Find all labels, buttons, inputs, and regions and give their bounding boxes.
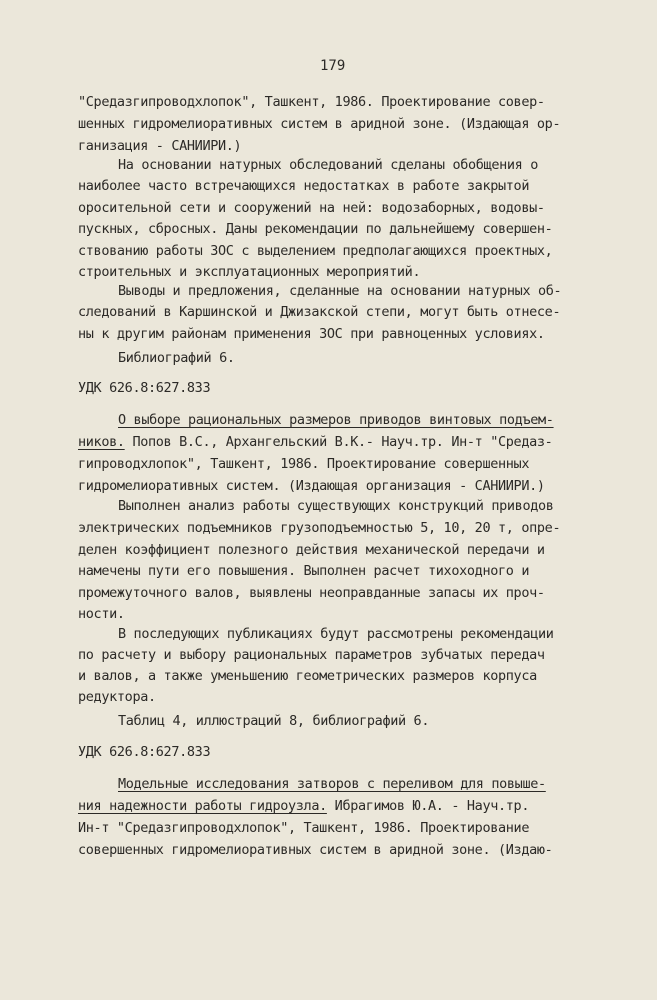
entry2-recommendation-line: редуктора. — [78, 689, 156, 705]
entry1-bibliography: Библиографий 6. — [118, 350, 235, 366]
entry1-conclusion-line: следований в Каршинской и Джизакской степи, могут быть отнесе- — [78, 304, 561, 320]
entry3-title: Модельные исследования затворов с переливом для повыше- — [118, 776, 546, 792]
entry2-abstract-line: ности. — [78, 606, 125, 622]
entry3-line-3: совершенных гидромелиоративных систем в аридной зоне. (Издаю- — [78, 842, 553, 858]
entry3-udk: УДК 626.8:627.833 — [78, 744, 211, 760]
entry2-recommendation-line: по расчету и выбору рациональных параметров зубчатых передач — [78, 647, 545, 663]
entry3-title-continuation — [78, 796, 529, 816]
entry2-authors: Попов В.С., Архангельский В.К.- Науч.тр. Ин-т "Средаз- — [124, 434, 553, 450]
entry2-recommendation-line: В последующих публикациях будут рассмотрены рекомендации — [118, 626, 554, 642]
entry1-abstract-line: пускных, сбросных. Даны рекомендации по дальнейшему совершен- — [78, 221, 553, 237]
entry1-conclusion-line: ны к другим районам применения ЗОС при равноценных условиях. — [78, 326, 545, 342]
entry2-abstract-line: делен коэффициент полезного действия механической передачи и — [78, 542, 545, 558]
entry1-line-1: "Средазгипроводхлопок", Ташкент, 1986. Проектирование совер- — [78, 94, 545, 110]
entry2-line-3: гидромелиоративных систем. (Издающая организация - САНИИРИ.) — [78, 478, 545, 494]
entry2-udk: УДК 626.8:627.833 — [78, 380, 211, 396]
page-number: 179 — [320, 58, 346, 74]
entry2-title: О выборе рациональных размеров приводов винтовых подъем- — [118, 412, 554, 428]
entry2-footer: Таблиц 4, иллюстраций 8, библиографий 6. — [118, 713, 430, 729]
entry2-abstract-line: Выполнен анализ работы существующих конструкций приводов — [118, 498, 554, 514]
entry2-abstract-line: электрических подъемников грузоподъемностью 5, 10, 20 т, опре- — [78, 520, 561, 536]
entry3-authors: Ибрагимов Ю.А. - Науч.тр. — [326, 798, 530, 814]
entry1-line-2: шенных гидромелиоративных систем в аридной зоне. (Издающая ор- — [78, 116, 561, 132]
entry1-abstract-line: строительных и эксплуатационных мероприятий. — [78, 264, 421, 280]
entry1-abstract-line: На основании натурных обследований сделаны обобщения о — [118, 157, 538, 173]
entry2-abstract-line: намечены пути его повышения. Выполнен расчет тихоходного и — [78, 563, 530, 579]
entry1-abstract-line: наиболее часто встречающихся недостатках в работе закрытой — [78, 178, 530, 194]
entry2-abstract-line: промежуточного валов, выявлены неоправданные запасы их проч- — [78, 585, 545, 601]
entry3-line-2: Ин-т "Средазгипроводхлопок", Ташкент, 1986. Проектирование — [78, 820, 530, 836]
entry1-conclusion-line: Выводы и предложения, сделанные на основании натурных об- — [118, 283, 562, 299]
entry1-abstract-line: ствованию работы ЗОС с выделением предполагающихся проектных, — [78, 243, 553, 259]
entry2-title-end: ников. — [78, 434, 125, 450]
entry2-line-2: гипроводхлопок", Ташкент, 1986. Проектирование совершенных — [78, 456, 530, 472]
entry1-abstract-line: оросительной сети и сооружений на ней: водозаборных, водовы- — [78, 200, 545, 216]
entry2-title-continuation — [78, 432, 552, 452]
entry3-title-end: ния надежности работы гидроузла. — [78, 798, 327, 814]
entry1-line-3: ганизация - САНИИРИ.) — [78, 138, 242, 154]
entry2-recommendation-line: и валов, а также уменьшению геометрических размеров корпуса — [78, 668, 537, 684]
